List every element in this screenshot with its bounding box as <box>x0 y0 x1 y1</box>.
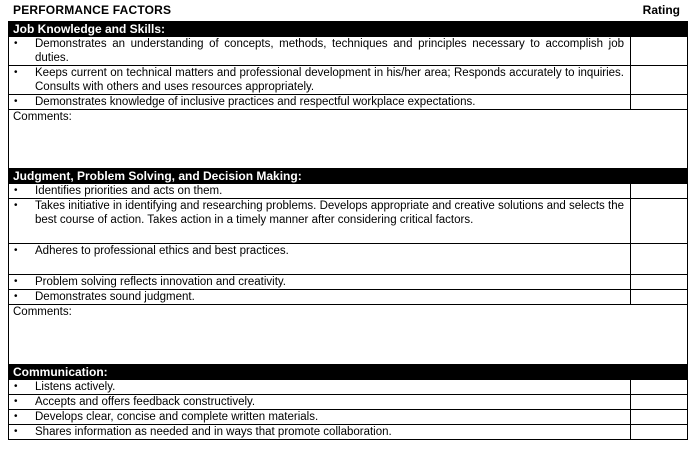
rating-cell[interactable] <box>631 66 688 95</box>
factor-text: Demonstrates knowledge of inclusive practices and respectful workplace expectations. <box>35 96 476 108</box>
comments-field[interactable] <box>9 110 688 169</box>
rating-cell[interactable] <box>631 410 688 425</box>
bullet-icon: • <box>14 185 18 196</box>
bullet-icon: • <box>14 411 18 422</box>
bullet-icon: • <box>14 38 18 49</box>
factor-text: Problem solving reflects innovation and creativity. <box>35 276 286 288</box>
form-header <box>9 3 690 19</box>
comments-row <box>9 305 688 365</box>
table-row <box>9 410 688 425</box>
bullet-icon: • <box>14 200 18 211</box>
performance-factors-table <box>8 21 688 440</box>
rating-cell[interactable] <box>631 199 688 244</box>
table-row <box>9 199 688 244</box>
factor-text: Identifies priorities and acts on them. <box>35 185 223 197</box>
factor-text: Keeps current on technical matters and professional development in his/her area; Responds accurately to inquiries. Consults with others and uses resources appropriately. <box>35 67 624 93</box>
comments-label: Comments: <box>13 111 72 123</box>
performance-factors-heading: PERFORMANCE FACTORS <box>13 3 172 17</box>
section-header-communication: Communication: <box>9 365 688 380</box>
rating-column-heading: Rating <box>642 3 680 17</box>
factor-text: Demonstrates an understanding of concepts, methods, techniques and principles necessary to accomplish job duties. <box>35 38 624 64</box>
table-row <box>9 37 688 66</box>
rating-cell[interactable] <box>631 244 688 275</box>
rating-cell[interactable] <box>631 395 688 410</box>
rating-cell[interactable] <box>631 275 688 290</box>
comments-field[interactable] <box>9 305 688 365</box>
rating-cell[interactable] <box>631 37 688 66</box>
table-row <box>9 66 688 95</box>
table-row <box>9 425 688 440</box>
section-header-judgment: Judgment, Problem Solving, and Decision Making: <box>9 169 688 184</box>
table-row <box>9 184 688 199</box>
rating-cell[interactable] <box>631 95 688 110</box>
rating-cell[interactable] <box>631 425 688 440</box>
bullet-icon: • <box>14 96 18 107</box>
factor-text: Listens actively. <box>35 381 116 393</box>
table-row <box>9 380 688 395</box>
factor-text: Adheres to professional ethics and best practices. <box>35 245 289 257</box>
section-header-job-knowledge: Job Knowledge and Skills: <box>9 22 688 37</box>
factor-text: Demonstrates sound judgment. <box>35 291 195 303</box>
table-row <box>9 290 688 305</box>
table-row <box>9 275 688 290</box>
factor-text: Shares information as needed and in ways that promote collaboration. <box>35 426 392 438</box>
bullet-icon: • <box>14 67 18 78</box>
table-row <box>9 244 688 275</box>
rating-cell[interactable] <box>631 290 688 305</box>
rating-cell[interactable] <box>631 184 688 199</box>
bullet-icon: • <box>14 245 18 256</box>
bullet-icon: • <box>14 381 18 392</box>
comments-label: Comments: <box>13 306 72 318</box>
factor-text: Accepts and offers feedback constructively. <box>35 396 256 408</box>
factor-text: Takes initiative in identifying and researching problems. Develops appropriate and creative solutions and selects the best course of action. Takes action in a timely manner after considering critical factors. <box>35 200 624 226</box>
factor-text: Develops clear, concise and complete written materials. <box>35 411 319 423</box>
bullet-icon: • <box>14 291 18 302</box>
bullet-icon: • <box>14 396 18 407</box>
table-row <box>9 395 688 410</box>
bullet-icon: • <box>14 276 18 287</box>
table-row <box>9 95 688 110</box>
bullet-icon: • <box>14 426 18 437</box>
rating-cell[interactable] <box>631 380 688 395</box>
comments-row <box>9 110 688 169</box>
